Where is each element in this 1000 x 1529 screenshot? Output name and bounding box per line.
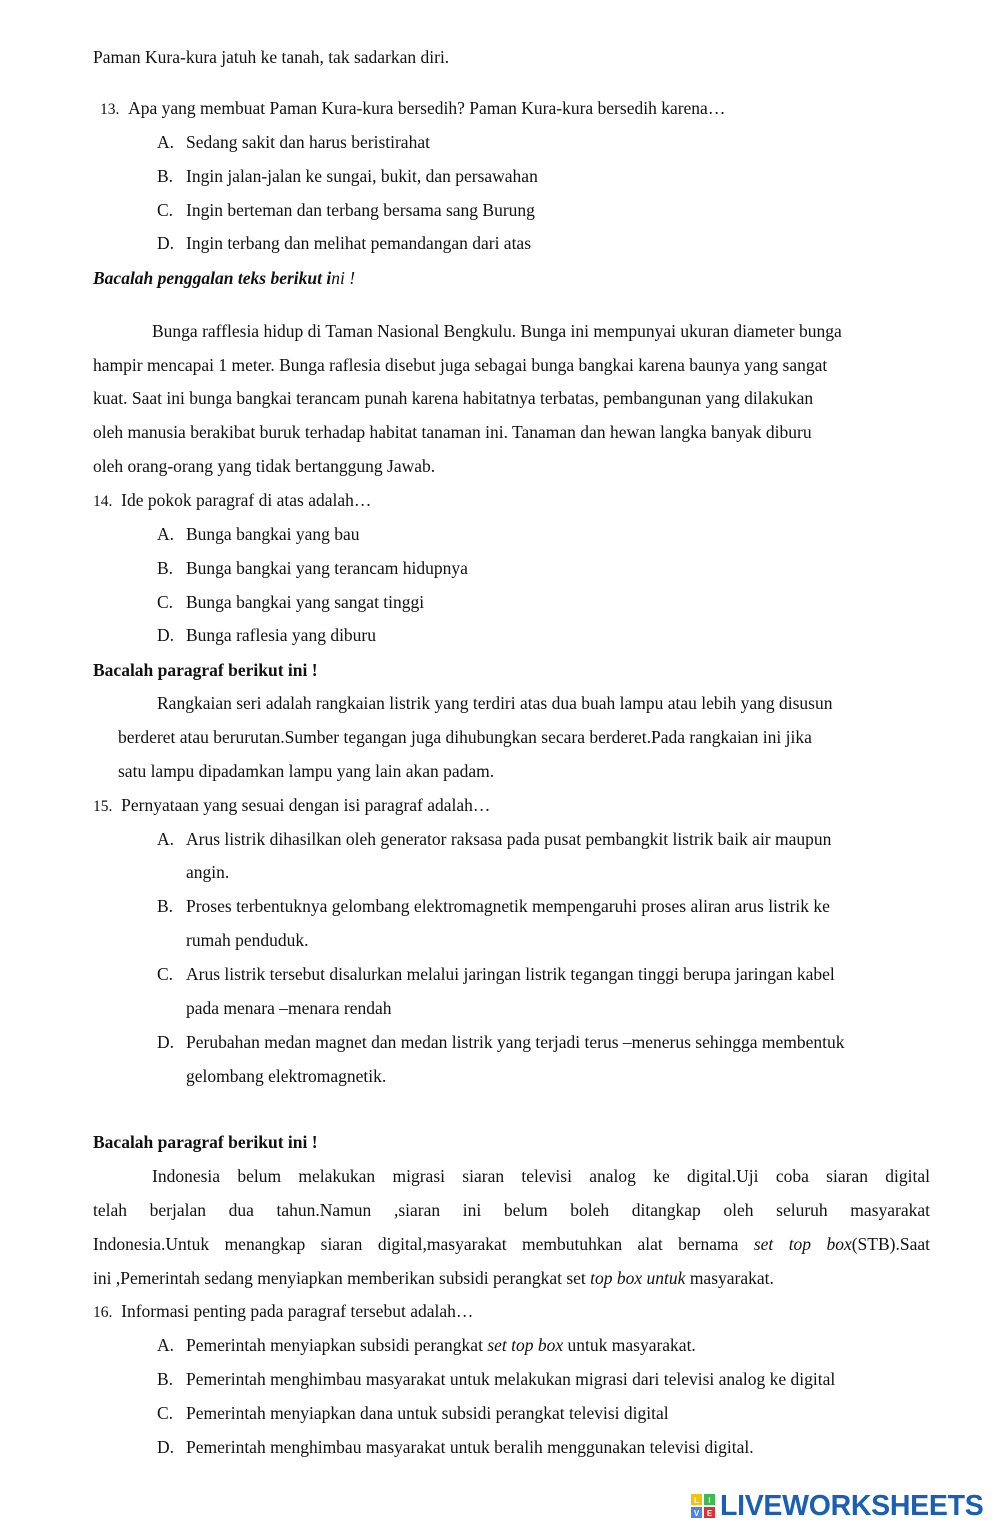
option-label: A. <box>157 132 175 152</box>
option-label: C. <box>157 592 174 612</box>
option-text: Arus listrik dihasilkan oleh generator raksasa pada pusat pembangkit listrik baik air maupun <box>186 829 832 849</box>
svg-text:V: V <box>693 1509 700 1518</box>
option-15-c-cont: pada menara –menara rendah <box>186 998 392 1018</box>
option-label: A. <box>157 1335 175 1355</box>
option-15-d-cont: gelombang elektromagnetik. <box>186 1066 387 1086</box>
section-heading-2: Bacalah paragraf berikut ini ! <box>93 660 318 680</box>
passage-1-line: oleh manusia berakibat buruk terhadap habitat tanaman ini. Tanaman dan hewan langka banyak diburu <box>93 422 812 442</box>
option-15-b-cont: rumah penduduk. <box>186 930 309 950</box>
passage-3-text: ini ,Pemerintah sedang menyiapkan memberikan subsidi perangkat set <box>93 1268 591 1288</box>
question-14 <box>93 489 371 513</box>
svg-text:I: I <box>708 1496 711 1505</box>
intro-line: Paman Kura-kura jatuh ke tanah, tak sadarkan diri. <box>93 47 450 67</box>
liveworksheets-wordmark: LIVEWORKSHEETS <box>720 1489 984 1522</box>
option-label: D. <box>157 1032 175 1052</box>
option-16-a[interactable] <box>157 1334 696 1356</box>
passage-3-line <box>93 1233 930 1255</box>
question-13 <box>100 97 725 121</box>
option-13-a[interactable] <box>157 131 430 153</box>
question-number: 15. <box>93 798 113 815</box>
question-text: Pernyataan yang sesuai dengan isi paragraf adalah… <box>121 795 491 815</box>
question-number: 14. <box>93 493 113 510</box>
option-text: Bunga bangkai yang sangat tinggi <box>186 592 425 612</box>
passage-1-line: hampir mencapai 1 meter. Bunga raflesia disebut juga sebagai bunga bangkai karena baunya yang sangat <box>93 355 828 375</box>
option-14-b[interactable] <box>157 557 468 579</box>
question-text: Informasi penting pada paragraf tersebut adalah… <box>121 1301 474 1321</box>
option-14-c[interactable] <box>157 591 424 613</box>
svg-text:L: L <box>694 1496 699 1505</box>
option-16-c[interactable] <box>157 1402 669 1424</box>
heading-main: Bacalah penggalan teks berikut i <box>93 268 332 288</box>
option-label: A. <box>157 829 175 849</box>
option-13-d[interactable] <box>157 232 531 254</box>
option-label: D. <box>157 1437 175 1457</box>
option-15-c[interactable] <box>157 963 835 985</box>
passage-3-text: masyarakat. <box>685 1268 774 1288</box>
question-text: Apa yang membuat Paman Kura-kura bersedih? Paman Kura-kura bersedih karena… <box>128 98 726 118</box>
option-label: B. <box>157 166 174 186</box>
option-label: D. <box>157 625 175 645</box>
question-number: 13. <box>100 101 120 118</box>
option-text: Bunga bangkai yang terancam hidupnya <box>186 558 468 578</box>
option-text: Ingin berteman dan terbang bersama sang Burung <box>186 200 535 220</box>
option-text: Arus listrik tersebut disalurkan melalui jaringan listrik tegangan tinggi berupa jaringan kabel <box>186 964 835 984</box>
heading-tail: ni ! <box>331 268 356 288</box>
option-text: Perubahan medan magnet dan medan listrik yang terjadi terus –menerus sehingga membentuk <box>186 1032 845 1052</box>
option-text: Bunga bangkai yang bau <box>186 524 360 544</box>
option-label: C. <box>157 1403 174 1423</box>
option-text: Ingin jalan-jalan ke sungai, bukit, dan persawahan <box>186 166 538 186</box>
question-number: 16. <box>93 1304 113 1321</box>
liveworksheets-logo <box>690 1490 983 1522</box>
svg-text:E: E <box>706 1509 713 1518</box>
option-15-b[interactable] <box>157 895 830 917</box>
option-text: Ingin terbang dan melihat pemandangan dari atas <box>186 233 532 253</box>
option-13-c[interactable] <box>157 199 535 221</box>
passage-1-line: oleh orang-orang yang tidak bertanggung Jawab. <box>93 456 436 476</box>
passage-2-line: Rangkaian seri adalah rangkaian listrik yang terdiri atas dua buah lampu atau lebih yang disusun <box>157 693 833 713</box>
option-text: Pemerintah menyiapkan subsidi perangkat <box>186 1335 488 1355</box>
option-15-a[interactable] <box>157 828 831 850</box>
passage-3-italic: top box untuk <box>590 1268 686 1288</box>
option-label: D. <box>157 233 175 253</box>
option-text: untuk masyarakat. <box>563 1335 696 1355</box>
option-label: B. <box>157 1369 174 1389</box>
option-text-italic: set top box <box>487 1335 564 1355</box>
option-text: Sedang sakit dan harus beristirahat <box>186 132 430 152</box>
option-15-a-cont: angin. <box>186 862 230 882</box>
passage-3-line: telah berjalan dua tahun.Namun ,siaran ini belum boleh ditangkap oleh seluruh masyarakat <box>93 1200 930 1220</box>
option-text: Proses terbentuknya gelombang elektromagnetik mempengaruhi proses aliran arus listrik ke <box>186 896 830 916</box>
passage-1-line: Bunga rafflesia hidup di Taman Nasional Bengkulu. Bunga ini mempunyai ukuran diameter bunga <box>152 321 842 341</box>
option-text: Bunga raflesia yang diburu <box>186 625 377 645</box>
option-label: C. <box>157 200 174 220</box>
option-15-d[interactable] <box>157 1031 845 1053</box>
option-text: Pemerintah menyiapkan dana untuk subsidi perangkat televisi digital <box>186 1403 669 1423</box>
option-label: B. <box>157 558 174 578</box>
option-label: B. <box>157 896 174 916</box>
option-14-d[interactable] <box>157 624 376 646</box>
passage-3-line <box>93 1267 774 1289</box>
option-14-a[interactable] <box>157 523 360 545</box>
option-label: A. <box>157 524 175 544</box>
option-16-b[interactable] <box>157 1368 835 1390</box>
liveworksheets-mark-icon <box>690 1493 716 1519</box>
question-16 <box>93 1300 473 1324</box>
question-text: Ide pokok paragraf di atas adalah… <box>121 490 372 510</box>
option-13-b[interactable] <box>157 165 538 187</box>
passage-2-line: satu lampu dipadamkan lampu yang lain akan padam. <box>118 761 495 781</box>
option-text: Pemerintah menghimbau masyarakat untuk beralih menggunakan televisi digital. <box>186 1437 754 1457</box>
passage-1-line: kuat. Saat ini bunga bangkai terancam punah karena habitatnya terbatas, pembangunan yang dilakukan <box>93 388 814 408</box>
passage-3-text: Indonesia.Untuk menangkap siaran digital,masyarakat membutuhkan alat bernama <box>93 1234 754 1254</box>
section-heading-1 <box>93 267 355 289</box>
option-label: C. <box>157 964 174 984</box>
question-15 <box>93 794 490 818</box>
passage-3-text: (STB).Saat <box>851 1234 930 1254</box>
option-16-d[interactable] <box>157 1436 754 1458</box>
section-heading-3: Bacalah paragraf berikut ini ! <box>93 1132 318 1152</box>
passage-3-italic: set top box <box>753 1234 852 1254</box>
option-text: Pemerintah menghimbau masyarakat untuk melakukan migrasi dari televisi analog ke digital <box>186 1369 836 1389</box>
passage-2-line: berderet atau berurutan.Sumber tegangan juga dihubungkan secara berderet.Pada rangkaian ini jika <box>118 727 812 747</box>
passage-3-line: Indonesia belum melakukan migrasi siaran televisi analog ke digital.Uji coba siaran digital <box>152 1166 930 1186</box>
